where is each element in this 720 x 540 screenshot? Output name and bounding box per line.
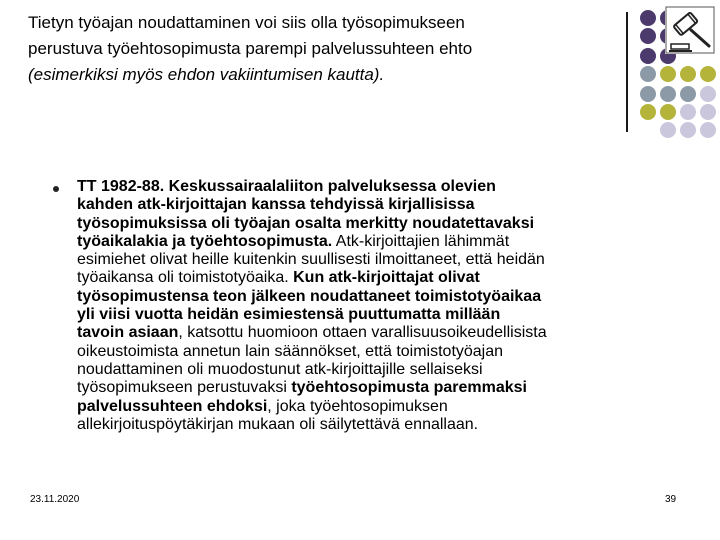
decorative-dot bbox=[660, 86, 676, 102]
body-text-regular: , katsottu huomioon ottaen varallisuusoikeudellisista bbox=[178, 324, 547, 342]
body-line bbox=[77, 398, 687, 416]
decorative-dot bbox=[700, 66, 716, 82]
title-line: (esimerkiksi myös ehdon vakiintumisen kautta). bbox=[28, 65, 385, 84]
page-number: 39 bbox=[665, 494, 677, 505]
decorative-dot bbox=[640, 10, 656, 26]
decorative-dot bbox=[640, 66, 656, 82]
slide-title bbox=[28, 10, 628, 88]
decorative-dot bbox=[640, 28, 656, 44]
footer-date: 23.11.2020 bbox=[30, 494, 80, 505]
body-text-regular: oikeustoimista annetun lain säännökset, että toimistotyöajan bbox=[77, 342, 504, 360]
decorative-dot bbox=[640, 104, 656, 120]
body-text-regular: esimiehet olivat heille kuitenkin suullisesti ilmoittaneet, että heidän bbox=[77, 251, 545, 269]
body-line bbox=[77, 324, 687, 342]
body-text-bold: tavoin asiaan bbox=[77, 324, 179, 342]
title-line: perustuva työehtosopimusta parempi palvelussuhteen ehto bbox=[28, 39, 473, 58]
decorative-dot bbox=[680, 86, 696, 102]
body-line bbox=[77, 288, 687, 306]
body-text-bold: työaikalakia ja työehtosopimusta. bbox=[77, 232, 333, 250]
body-text-regular: noudattaminen oli muodostunut atk-kirjoittajille sellaiseksi bbox=[77, 360, 483, 378]
gavel-icon bbox=[665, 6, 715, 54]
body-text-regular: , joka työehtosopimuksen bbox=[267, 397, 448, 415]
body-text-bold: työsopimuksissa oli työajan osalta merkitty noudatettavaksi bbox=[77, 214, 535, 232]
body-text-bold: yli viisi vuotta heidän esimiestensä puuttumatta millään bbox=[77, 306, 501, 324]
body-line bbox=[77, 233, 687, 251]
body-text-bold: työsopimustensa teon jälkeen noudattaneet toimistotyöaikaa bbox=[77, 287, 542, 305]
body-line bbox=[77, 269, 687, 287]
body-line bbox=[77, 306, 687, 324]
title-divider bbox=[626, 12, 628, 132]
decorative-dot bbox=[660, 66, 676, 82]
body-text-regular: allekirjoituspöytäkirjan mukaan oli säilytettävä ennallaan. bbox=[77, 415, 479, 433]
body-text-regular: työsopimukseen perustuvaksi bbox=[77, 379, 292, 397]
body-text-bold: työehtosopimusta paremmaksi bbox=[291, 379, 527, 397]
decorative-dot bbox=[660, 104, 676, 120]
decorative-dot bbox=[640, 48, 656, 64]
body-line bbox=[77, 178, 687, 196]
body-text-regular: Atk-kirjoittajien lähimmät bbox=[332, 232, 510, 250]
body-line bbox=[77, 343, 687, 361]
bullet-text bbox=[77, 178, 687, 434]
body-text-regular: työaikansa oli toimistotyöaika. bbox=[77, 269, 294, 287]
body-text-bold: TT 1982-88. Keskussairaalaliiton palveluksessa olevien bbox=[77, 178, 496, 195]
body-line bbox=[77, 416, 687, 434]
decorative-dot bbox=[700, 86, 716, 102]
decorative-dot bbox=[680, 122, 696, 138]
body-text-bold: palvelussuhteen ehdoksi bbox=[77, 397, 268, 415]
body-line bbox=[77, 361, 687, 379]
decorative-dot bbox=[660, 122, 676, 138]
decorative-dot bbox=[640, 86, 656, 102]
body-line bbox=[77, 379, 687, 397]
decorative-dot bbox=[700, 122, 716, 138]
body-text-bold: kahden atk-kirjoittajan kanssa tehdyissä kirjallisissa bbox=[77, 196, 475, 214]
body-line bbox=[77, 196, 687, 214]
body-text-bold: Kun atk-kirjoittajat olivat bbox=[293, 269, 480, 287]
decorative-dot bbox=[680, 104, 696, 120]
decorative-dot bbox=[700, 104, 716, 120]
decorative-dot bbox=[680, 66, 696, 82]
title-line: Tietyn työajan noudattaminen voi siis olla työsopimukseen bbox=[28, 13, 465, 32]
body-line bbox=[77, 251, 687, 269]
bullet-marker bbox=[53, 186, 59, 192]
body-line bbox=[77, 215, 687, 233]
